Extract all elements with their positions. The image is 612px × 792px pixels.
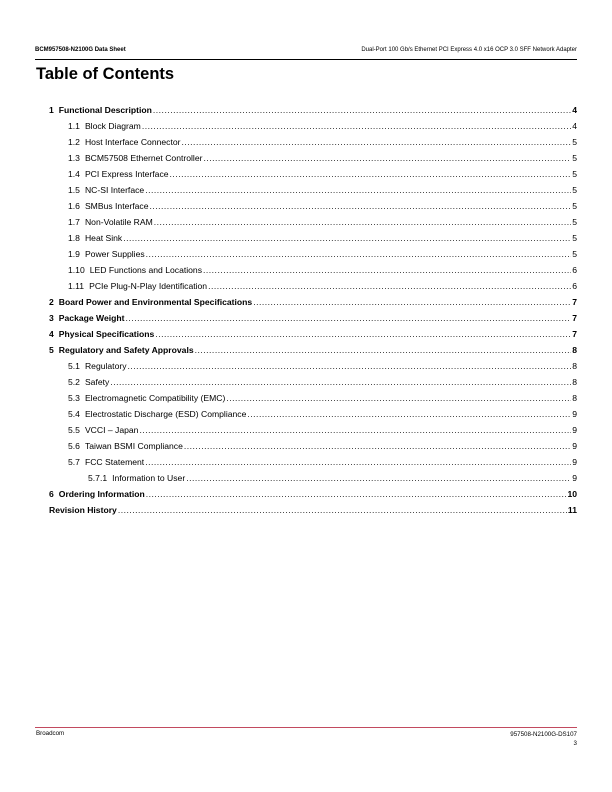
toc-leader-dots: [226, 390, 571, 406]
toc-entry-page[interactable]: 8: [572, 345, 577, 355]
toc-entry[interactable]: [49, 502, 577, 518]
toc-leader-dots: [154, 214, 571, 230]
toc-entry-number: 5.3: [68, 393, 80, 403]
toc-entry[interactable]: [49, 342, 577, 358]
toc-entry-page[interactable]: 7: [572, 329, 577, 339]
toc-entry-label[interactable]: Board Power and Environmental Specifications: [58, 297, 253, 307]
toc-entry[interactable]: [49, 134, 577, 150]
toc-entry-label[interactable]: BCM57508 Ethernet Controller: [84, 153, 203, 163]
toc-entry-page[interactable]: 9: [572, 457, 577, 467]
toc-entry[interactable]: [49, 166, 577, 182]
toc-leader-dots: [186, 470, 571, 486]
toc-leader-dots: [123, 230, 571, 246]
toc-entry-page[interactable]: 8: [572, 393, 577, 403]
toc-entry-number: 5.7: [68, 457, 80, 467]
toc-entry-label[interactable]: Safety: [84, 377, 110, 387]
toc-entry-label[interactable]: Non-Volatile RAM: [84, 217, 153, 227]
toc-entry-number: 1.1: [68, 121, 80, 131]
toc-entry-label[interactable]: SMBus Interface: [84, 201, 149, 211]
toc-leader-dots: [203, 262, 571, 278]
toc-entry-label[interactable]: Regulatory and Safety Approvals: [58, 345, 194, 355]
toc-entry-label[interactable]: FCC Statement: [84, 457, 145, 467]
toc-entry[interactable]: [49, 246, 577, 262]
header-doc-title: BCM957508-N2100G Data Sheet: [35, 47, 126, 53]
toc-leader-dots: [139, 422, 571, 438]
toc-entry-label[interactable]: Revision History: [49, 505, 117, 515]
toc-entry-number: 1.8: [68, 233, 80, 243]
toc-entry-label[interactable]: Power Supplies: [84, 249, 145, 259]
toc-entry[interactable]: [49, 150, 577, 166]
toc-entry-label[interactable]: LED Functions and Locations: [89, 265, 202, 275]
toc-entry-label[interactable]: Package Weight: [58, 313, 125, 323]
toc-entry-page[interactable]: 5: [572, 249, 577, 259]
toc-leader-dots: [146, 486, 567, 502]
toc-entry[interactable]: [49, 278, 577, 294]
toc-leader-dots: [126, 310, 571, 326]
toc-entry-page[interactable]: 9: [572, 409, 577, 419]
toc-entry-page[interactable]: 5: [572, 217, 577, 227]
toc-entry-number: 4: [49, 329, 54, 339]
toc-leader-dots: [203, 150, 571, 166]
toc-entry-page[interactable]: 9: [572, 425, 577, 435]
toc-entry-number: 5.6: [68, 441, 80, 451]
toc-entry-number: 5.1: [68, 361, 80, 371]
toc-entry-page[interactable]: 9: [572, 473, 577, 483]
toc-leader-dots: [145, 454, 571, 470]
toc-entry-label[interactable]: Taiwan BSMI Compliance: [84, 441, 183, 451]
footer-page-number: 3: [573, 740, 577, 747]
toc-entry-page[interactable]: 6: [572, 265, 577, 275]
toc-entry[interactable]: [49, 390, 577, 406]
toc-entry[interactable]: [49, 326, 577, 342]
toc-entry-number: 5: [49, 345, 54, 355]
toc-entry[interactable]: [49, 214, 577, 230]
toc-entry-label[interactable]: Electrostatic Discharge (ESD) Compliance: [84, 409, 247, 419]
toc-entry-number: 2: [49, 297, 54, 307]
toc-entry-page[interactable]: 9: [572, 441, 577, 451]
toc-entry[interactable]: [49, 102, 577, 118]
toc-entry-label[interactable]: Electromagnetic Compatibility (EMC): [84, 393, 226, 403]
toc-leader-dots: [195, 342, 571, 358]
toc-entry-label[interactable]: Regulatory: [84, 361, 127, 371]
table-of-contents: [49, 102, 577, 518]
toc-entry[interactable]: [49, 438, 577, 454]
toc-leader-dots: [253, 294, 571, 310]
header-product-title: Dual-Port 100 Gb/s Ethernet PCI Express 4.0 x16 OCP 3.0 SFF Network Adapter: [361, 47, 577, 53]
toc-entry-number: 6: [49, 489, 54, 499]
toc-entry-number: 1.4: [68, 169, 80, 179]
toc-entry-number: 5.4: [68, 409, 80, 419]
toc-entry-number: 1.6: [68, 201, 80, 211]
toc-entry[interactable]: [49, 182, 577, 198]
toc-entry[interactable]: [49, 422, 577, 438]
toc-entry-label[interactable]: PCIe Plug-N-Play Identification: [89, 281, 208, 291]
toc-entry-page[interactable]: 6: [572, 281, 577, 291]
toc-entry-page[interactable]: 5: [572, 185, 577, 195]
toc-entry-page[interactable]: 10: [567, 489, 577, 499]
toc-entry-number: 1.9: [68, 249, 80, 259]
toc-entry-label[interactable]: Block Diagram: [84, 121, 141, 131]
toc-leader-dots: [128, 358, 571, 374]
toc-entry-label[interactable]: PCI Express Interface: [84, 169, 169, 179]
footer-doc-id: 957508-N2100G-DS107: [510, 731, 577, 738]
toc-entry-page[interactable]: 4: [572, 105, 577, 115]
toc-leader-dots: [118, 502, 567, 518]
toc-entry-label[interactable]: Physical Specifications: [58, 329, 155, 339]
toc-entry[interactable]: [49, 310, 577, 326]
toc-entry[interactable]: [49, 262, 577, 278]
toc-leader-dots: [149, 198, 571, 214]
toc-entry-page[interactable]: 7: [572, 297, 577, 307]
toc-entry-page[interactable]: 7: [572, 313, 577, 323]
toc-leader-dots: [153, 102, 571, 118]
toc-leader-dots: [110, 374, 571, 390]
toc-leader-dots: [184, 438, 571, 454]
toc-entry[interactable]: [49, 294, 577, 310]
toc-entry[interactable]: [49, 454, 577, 470]
toc-entry-number: 1.11: [68, 281, 85, 291]
toc-entry[interactable]: [49, 486, 577, 502]
toc-entry-number: 1.3: [68, 153, 80, 163]
toc-entry-number: 1.10: [68, 265, 85, 275]
toc-entry[interactable]: [49, 406, 577, 422]
toc-entry-label[interactable]: NC-SI Interface: [84, 185, 145, 195]
toc-entry[interactable]: [49, 358, 577, 374]
toc-entry-number: 5.2: [68, 377, 80, 387]
toc-entry-number: 1: [49, 105, 54, 115]
toc-entry-number: 1.5: [68, 185, 80, 195]
toc-leader-dots: [208, 278, 571, 294]
footer-divider: [35, 727, 577, 728]
toc-entry-label[interactable]: Heat Sink: [84, 233, 123, 243]
toc-leader-dots: [182, 134, 572, 150]
page-title: Table of Contents: [36, 65, 175, 83]
toc-entry-number: 5.5: [68, 425, 80, 435]
toc-entry-page[interactable]: 5: [572, 137, 577, 147]
toc-entry-number: 5.7.1: [88, 473, 108, 483]
footer-info: [510, 730, 577, 748]
toc-entry-page[interactable]: 8: [572, 361, 577, 371]
toc-entry[interactable]: [49, 198, 577, 214]
toc-entry[interactable]: [49, 230, 577, 246]
toc-entry-number: 1.2: [68, 137, 80, 147]
toc-entry[interactable]: [49, 118, 577, 134]
toc-entry-page[interactable]: 5: [572, 201, 577, 211]
toc-entry-page[interactable]: 5: [572, 153, 577, 163]
toc-leader-dots: [146, 246, 571, 262]
toc-entry-page[interactable]: 5: [572, 233, 577, 243]
page-header: [35, 47, 577, 59]
toc-entry-label[interactable]: Information to User: [112, 473, 186, 483]
toc-entry-label[interactable]: Ordering Information: [58, 489, 145, 499]
toc-entry-page[interactable]: 8: [572, 377, 577, 387]
toc-entry-label[interactable]: Functional Description: [58, 105, 152, 115]
toc-leader-dots: [247, 406, 571, 422]
toc-entry-label[interactable]: VCCI – Japan: [84, 425, 139, 435]
toc-entry-number: 1.7: [68, 217, 80, 227]
toc-leader-dots: [155, 326, 571, 342]
toc-entry-page[interactable]: 5: [572, 169, 577, 179]
toc-entry-number: 3: [49, 313, 54, 323]
toc-entry-page[interactable]: 11: [567, 505, 577, 515]
toc-leader-dots: [145, 182, 571, 198]
toc-leader-dots: [170, 166, 571, 182]
toc-entry[interactable]: [49, 470, 577, 486]
toc-entry-page[interactable]: 4: [572, 121, 577, 131]
toc-entry-label[interactable]: Host Interface Connector: [84, 137, 181, 147]
footer-company: Broadcom: [36, 730, 65, 737]
toc-leader-dots: [142, 118, 571, 134]
header-divider: [35, 59, 577, 60]
toc-entry[interactable]: [49, 374, 577, 390]
